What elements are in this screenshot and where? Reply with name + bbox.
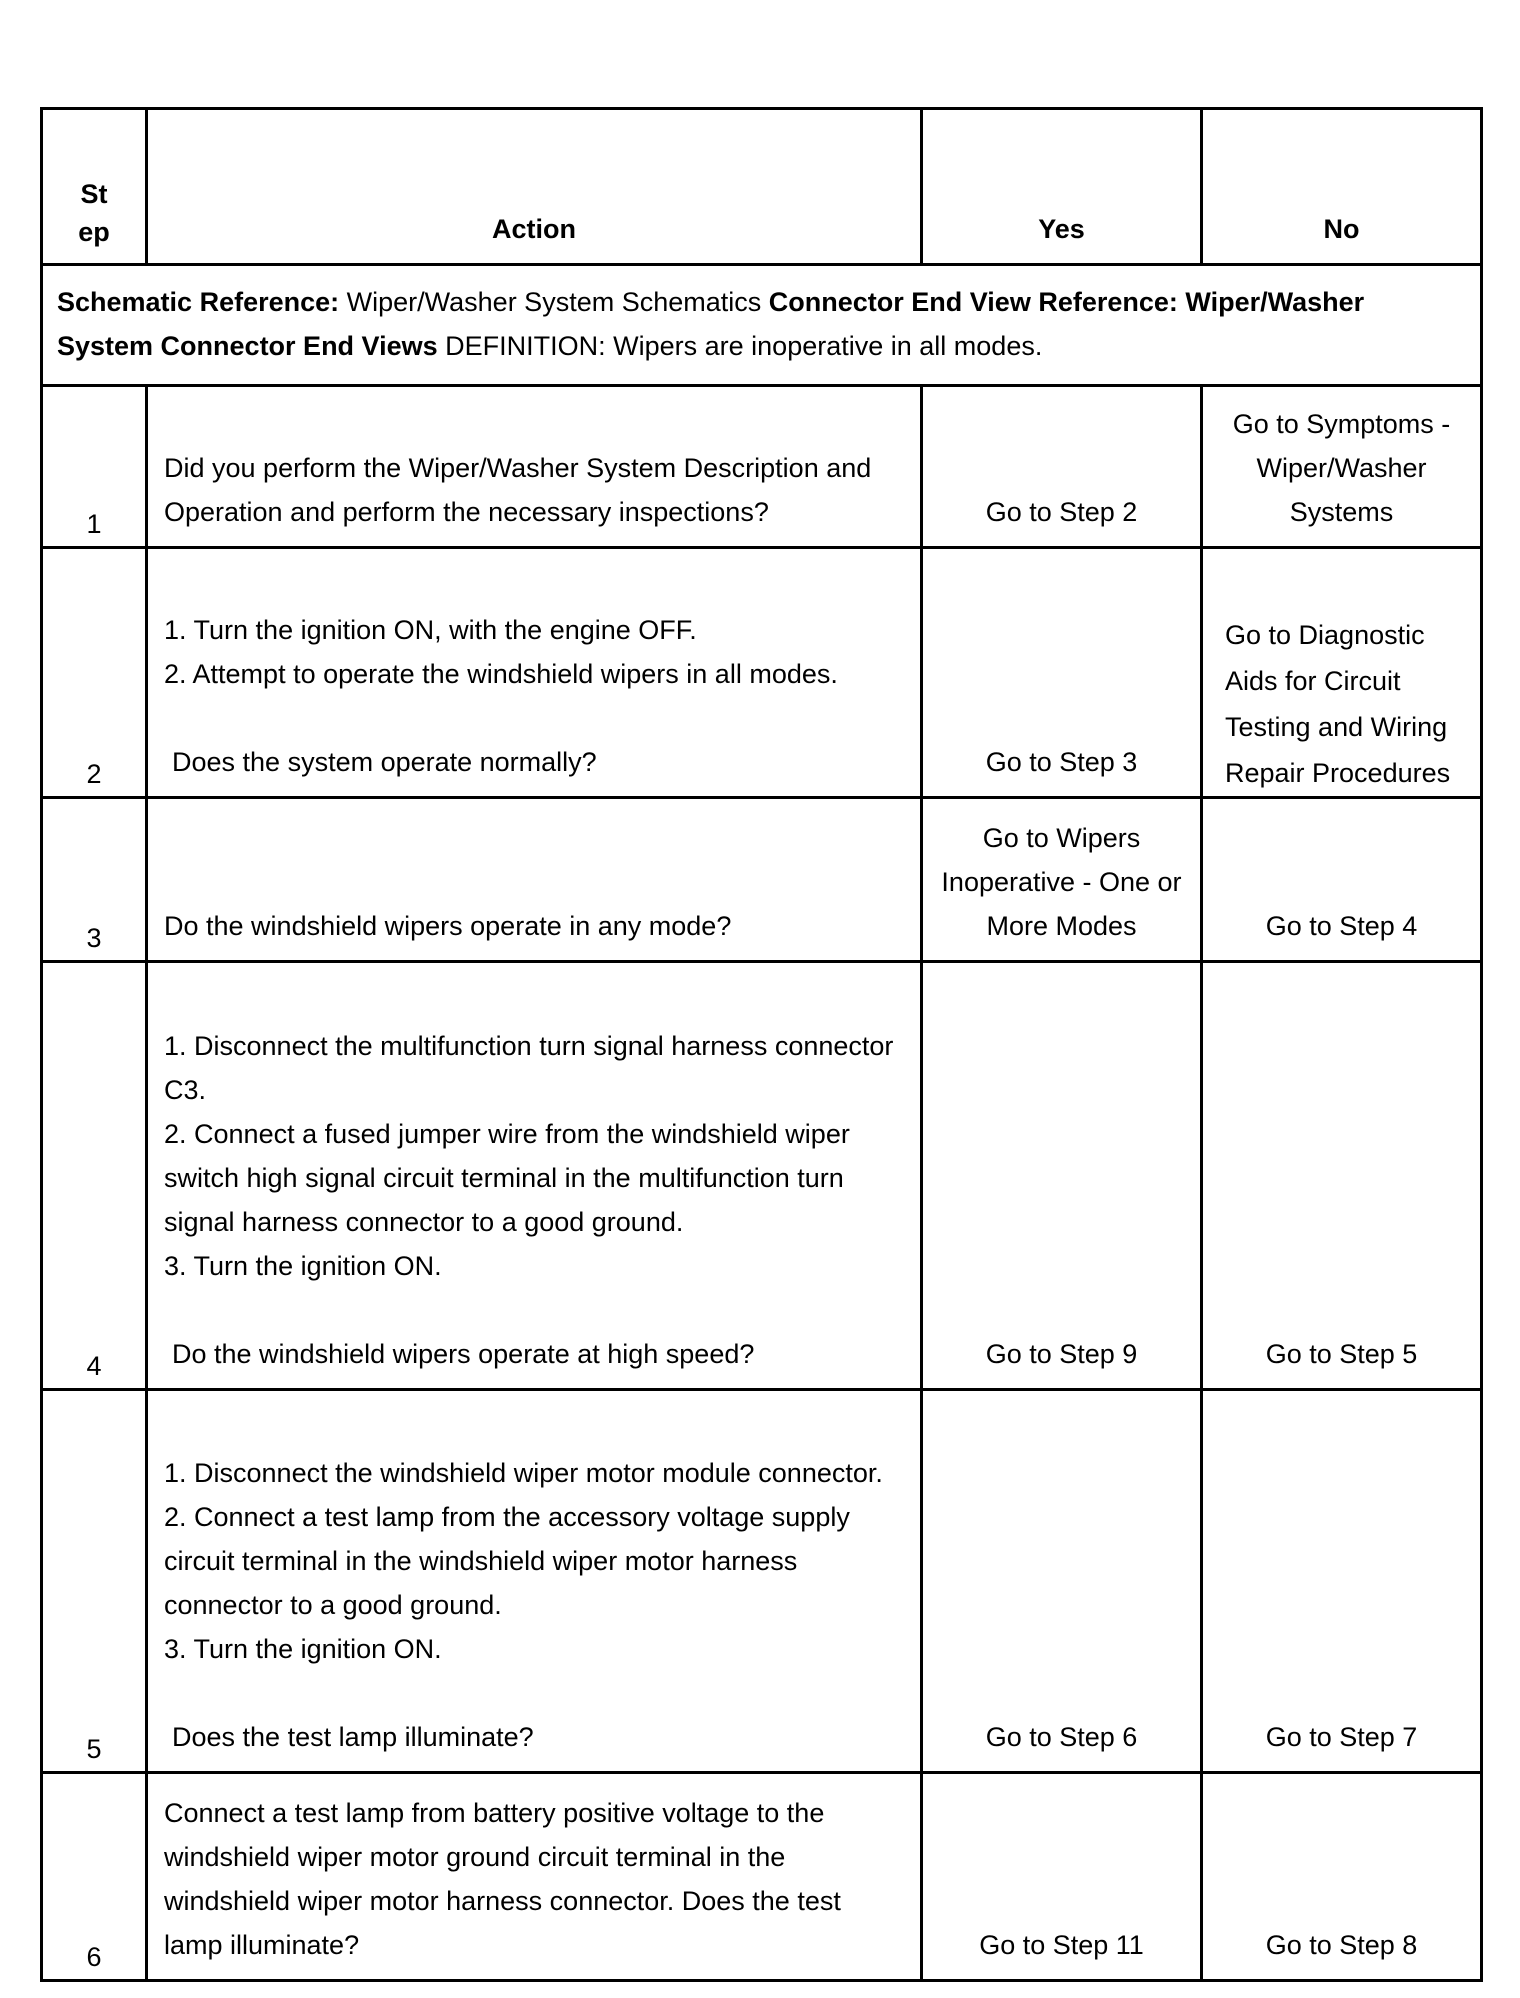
action-step-item: 1. Disconnect the multifunction turn signal harness connector C3. [164,1031,894,1105]
step-number: 3 [42,798,147,962]
yes-cell: Go to Step 3 [922,548,1202,798]
action-question: Do the windshield wipers operate at high speed? [172,1339,755,1369]
step-number: 2 [42,548,147,798]
no-cell: Go to Step 5 [1202,962,1482,1390]
step-header-line-2: ep [78,217,110,247]
action-cell [147,962,922,1390]
table-row [42,548,1482,798]
reference-cell [42,265,1482,386]
table-row [42,962,1482,1390]
definition-text: DEFINITION: Wipers are inoperative in all modes. [445,331,1043,361]
action-header: Action [147,109,922,265]
step-header [42,109,147,265]
action-step-item: 2. Connect a fused jumper wire from the windshield wiper switch high signal circuit terminal in the multifunction turn signal harness connector to a good ground. [164,1119,850,1237]
header-row [42,109,1482,265]
table-row [42,1773,1482,1981]
yes-cell: Go to Wipers Inoperative - One or More Modes [922,798,1202,962]
no-cell: Go to Symptoms - Wiper/Washer Systems [1202,386,1482,548]
schematic-reference-label: Schematic Reference: [57,287,340,317]
yes-cell: Go to Step 6 [922,1390,1202,1773]
yes-cell: Go to Step 11 [922,1773,1202,1981]
no-cell: Go to Step 7 [1202,1390,1482,1773]
no-cell: Go to Diagnostic Aids for Circuit Testing and Wiring Repair Procedures [1202,548,1482,798]
reference-row [42,265,1482,386]
connector-reference-label: Connector End View Reference: Wiper/Washer System Connector End Views [57,287,1365,361]
no-header: No [1202,109,1482,265]
step-header-line-1: St [80,179,108,209]
yes-cell: Go to Step 9 [922,962,1202,1390]
action-question: Does the test lamp illuminate? [172,1722,534,1752]
no-cell: Go to Step 4 [1202,798,1482,962]
yes-cell: Go to Step 2 [922,386,1202,548]
action-cell: Did you perform the Wiper/Washer System Description and Operation and perform the necessary inspections? [147,386,922,548]
step-number: 5 [42,1390,147,1773]
step-number: 6 [42,1773,147,1981]
table-row [42,386,1482,548]
yes-header: Yes [922,109,1202,265]
action-step-item: 3. Turn the ignition ON. [164,1251,442,1281]
table-row [42,798,1482,962]
action-cell [147,1390,922,1773]
diagnostic-table [40,107,1483,1982]
no-cell: Go to Step 8 [1202,1773,1482,1981]
action-step-item: 1. Turn the ignition ON, with the engine OFF. [164,615,697,645]
action-cell: Do the windshield wipers operate in any mode? [147,798,922,962]
action-cell: Connect a test lamp from battery positive voltage to the windshield wiper motor ground circuit terminal in the windshield wiper motor harness connector. Does the test lamp illuminate? [147,1773,922,1981]
step-number: 4 [42,962,147,1390]
action-question: Does the system operate normally? [172,747,597,777]
action-cell [147,548,922,798]
action-step-item: 2. Connect a test lamp from the accessory voltage supply circuit terminal in the windshield wiper motor harness connector to a good ground. [164,1502,850,1620]
action-step-item: 2. Attempt to operate the windshield wipers in all modes. [164,659,838,689]
step-number: 1 [42,386,147,548]
action-step-item: 3. Turn the ignition ON. [164,1634,442,1664]
schematic-reference-value: Wiper/Washer System Schematics [346,287,762,317]
table-row [42,1390,1482,1773]
action-step-item: 1. Disconnect the windshield wiper motor module connector. [164,1458,883,1488]
